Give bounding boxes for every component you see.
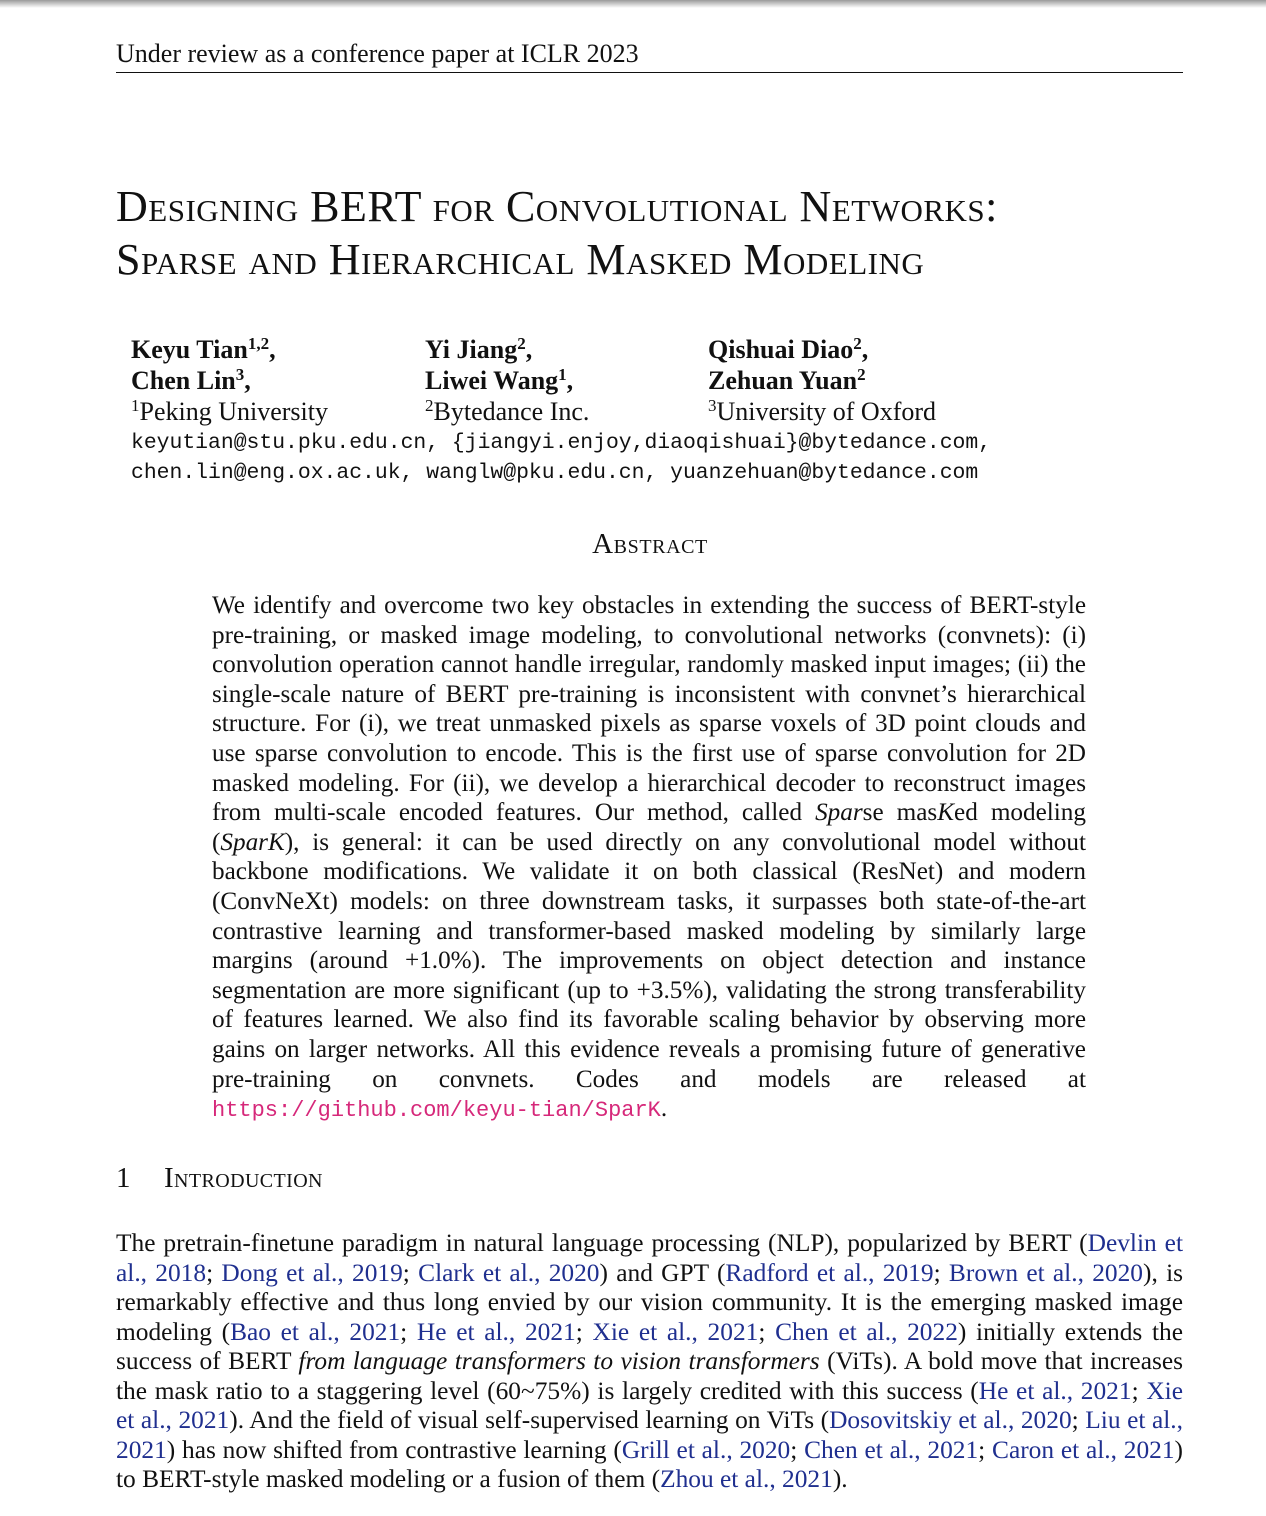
abstract-heading: Abstract <box>592 528 708 560</box>
author-name: Zehuan Yuan$^2$ <box>708 365 866 395</box>
citation-link[interactable]: Brown et al., 2020 <box>948 1258 1143 1287</box>
author-column-1 <box>131 334 328 427</box>
email-line-2: chen.lin@eng.ox.ac.uk, wanglw@pku.edu.cn, yuanzehuan@bytedance.com <box>131 461 979 485</box>
author-column-3 <box>708 334 936 427</box>
author-name: Yi Jiang$^2$, <box>425 334 533 364</box>
citation-link[interactable]: Grill et al., 2020 <box>621 1435 791 1464</box>
author-emails <box>131 428 991 488</box>
affiliation: $^3$University of Oxford <box>708 396 937 426</box>
citation-link[interactable]: Bao et al., 2021 <box>230 1317 401 1346</box>
section-number: 1 <box>116 1162 131 1194</box>
citation-link[interactable]: Radford et al., 2019 <box>725 1258 934 1287</box>
author-name: Qishuai Diao$^2$, <box>708 334 869 364</box>
affiliation: $^2$Bytedance Inc. <box>425 396 590 426</box>
section-heading <box>116 1162 323 1195</box>
citation-link[interactable]: He et al., 2021 <box>978 1376 1132 1405</box>
citation-link[interactable]: Dong et al., 2019 <box>221 1258 403 1287</box>
citation-link[interactable]: Zhou et al., 2021 <box>660 1465 833 1493</box>
citation-link[interactable]: Dosovitskiy et al., 2020 <box>829 1406 1072 1434</box>
paper-title-line-1: Designing BERT for Convolutional Networks: <box>116 182 998 231</box>
paper-title-line-2: Sparse and Hierarchical Masked Modeling <box>116 235 925 284</box>
section-title: Introduction <box>164 1162 323 1194</box>
abstract-paragraph: We identify and overcome two key obstacles in extending the success of BERT-style pre-training, or masked image modeling, to convolutional networks (convnets): (i) convolution operation cannot handle irregular, randomly masked input images; (ii) the single-scale nature of BERT pre-training is inconsistent with convnet’s hierarchical structure. For (i), we treat unmasked pixels as sparse voxels of 3D point clouds and use sparse convolution to encode. This is the first use of sparse convolution for 2D masked modeling. For (ii), we develop a hierarchical decoder to reconstruct images from multi-scale encoded features. Our method, called Sparse masKed modeling (SparK), is general: it can be used directly on any convolutional model without backbone modifications. We validate it on both classical (ResNet) and modern (ConvNeXt) models: on three downstream tasks, it surpasses both state-of-the-art contrastive learning and transformer-based masked modeling by similarly large margins (around +1.0%). The improvements on object detection and instance segmentation are more significant (up to +3.5%), validating the strong transferability of features learned. We also find its favorable scaling behavior by observing more gains on larger networks. All this evidence reveals a promising future of generative pre-training on convnets. Codes and models are released at https://github.com/keyu-tian/SparK. <box>212 592 1086 1124</box>
citation-link[interactable]: Xie et al., 2021 <box>116 1376 1183 1434</box>
email-line-1: keyutian@stu.pku.edu.cn, {jiangyi.enjoy,diaoqishuai}@bytedance.com, <box>131 431 992 455</box>
window-top-shadow <box>0 0 1266 8</box>
github-link[interactable]: https://github.com/keyu-tian/SparK <box>212 1098 661 1124</box>
paper-title <box>116 180 1236 286</box>
citation-link[interactable]: Chen et al., 2021 <box>804 1435 979 1464</box>
affiliation: $^1$Peking University <box>131 396 328 426</box>
author-name: Liwei Wang$^1$, <box>425 365 574 395</box>
intro-paragraph: The pretrain-finetune paradigm in natural language processing (NLP), popularized by BERT (Devlin et al., 2018; Dong et al., 2019; Clark et al., 2020) and GPT (Radford et al., 2019; Brown et al., 2020), is remarkably effective and thus long envied by our vision community. It is the emerging masked image modeling (Bao et al., 2021; He et al., 2021; Xie et al., 2021; Chen et al., 2022) initially extends the success of BERT from language transformers to vision transformers (ViTs). A bold move that increases the mask ratio to a staggering level (60~75%) is largely credited with this success (He et al., 2021; Xie et al., 2021). And the field of visual self-supervised learning on ViTs (Dosovitskiy et al., 2020; Liu et al., 2021) has now shifted from contrastive learning (Grill et al., 2020; Chen et al., 2021; Caron et al., 2021) to BERT-style masked modeling or a fusion of them (Zhou et al., 2021). <box>116 1229 1184 1493</box>
citation-link[interactable]: Clark et al., 2020 <box>418 1258 600 1287</box>
citation-link[interactable]: Xie et al., 2021 <box>592 1317 759 1346</box>
author-column-2 <box>425 334 589 427</box>
citation-link[interactable]: He et al., 2021 <box>416 1317 576 1346</box>
running-header: Under review as a conference paper at ICLR 2023 <box>116 38 1183 73</box>
citation-link[interactable]: Devlin et al., 2018 <box>116 1229 1183 1287</box>
author-name: Keyu Tian$^{1,2}$, <box>131 334 276 364</box>
citation-link[interactable]: Caron et al., 2021 <box>992 1435 1175 1464</box>
citation-link[interactable]: Chen et al., 2022 <box>775 1317 958 1346</box>
author-name: Chen Lin$^3$, <box>131 365 251 395</box>
citation-link[interactable]: Liu et al., 2021 <box>116 1406 1183 1464</box>
